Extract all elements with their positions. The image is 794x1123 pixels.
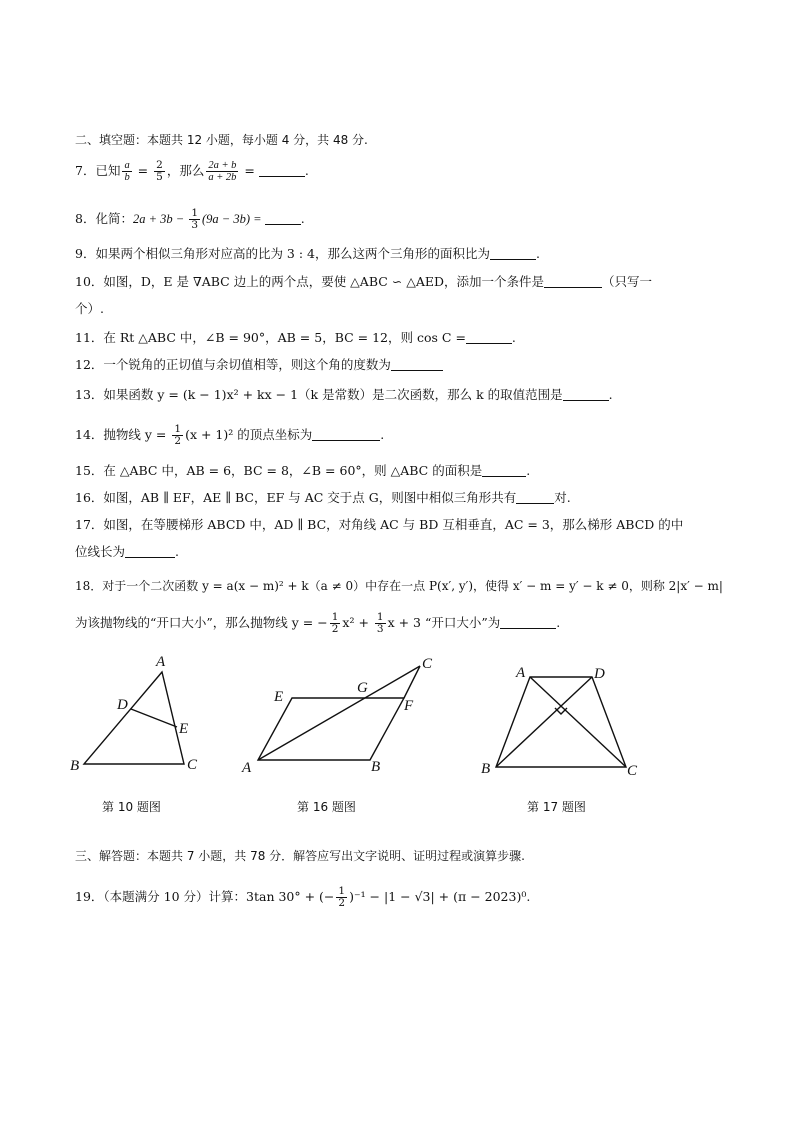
q17-end: . — [175, 544, 179, 559]
q14-expr: (x + 1)² 的顶点坐标为 — [185, 427, 313, 442]
question-11 — [75, 328, 516, 348]
fig10-label-a: A — [156, 654, 166, 670]
q18-answer-blank[interactable] — [500, 616, 556, 629]
q16-text: 16．如图，AB ∥ EF，AE ∥ BC，EF 与 AC 交于点 G，则图中相似三角形共有 — [75, 490, 517, 505]
q18-line2-a: 为该抛物线的“开口大小”，那么抛物线 y = − — [75, 615, 328, 630]
q16-answer-blank[interactable] — [516, 491, 554, 504]
q8-expr2: (9a − 3b) = — [202, 212, 265, 226]
fig16-label-b: B — [371, 759, 381, 775]
fig17-label-a: A — [516, 665, 526, 681]
figure-17-diagram — [481, 665, 638, 779]
q19-prefix: 19．（本题满分 10 分）计算： — [75, 889, 247, 904]
fig17-label-c: C — [627, 763, 638, 779]
q14-f-den: 2 — [174, 435, 182, 447]
q11-end: . — [511, 330, 516, 345]
fig17-caption: 第 17 题图 — [527, 800, 586, 814]
q18-f1-den: 2 — [331, 623, 339, 635]
fig10-triangle-abc — [84, 672, 184, 764]
q14-f-num: 1 — [174, 423, 182, 435]
fig10-label-c: C — [187, 757, 198, 773]
q17-answer-blank[interactable] — [125, 545, 175, 558]
question-10-line-2: 个）. — [75, 301, 104, 316]
section-3-header: 三、解答题：本题共 7 小题，共 78 分．解答应写出文字说明、证明过程或演算步骤. — [75, 849, 525, 863]
figure-10-diagram — [70, 654, 198, 774]
q7-answer-blank[interactable] — [259, 164, 305, 177]
fig17-right-angle-mark — [555, 708, 567, 714]
fig16-label-e: E — [274, 689, 284, 705]
q18-fraction-2 — [375, 612, 386, 635]
q8-f-num: 1 — [191, 207, 199, 219]
q9-end: . — [536, 246, 540, 261]
question-7 — [75, 160, 309, 183]
fig10-label-d: D — [117, 697, 128, 713]
fig16-parallelogram — [258, 698, 404, 760]
q7-fraction-expr — [206, 160, 238, 183]
q8-end: . — [300, 211, 305, 226]
question-19 — [75, 886, 530, 909]
q19-f-num: 1 — [338, 885, 346, 897]
question-18-line-1: 18．对于一个二次函数 y = a(x − m)² + k（a ≠ 0）中存在一点 P(x′, y′)，使得 x′ − m = y′ − k ≠ 0，则称 2|x′ − m| — [75, 579, 723, 593]
q7-mid: ，那么 — [166, 163, 205, 178]
q18-f2-num: 1 — [376, 611, 384, 623]
q7-fraction-2-5 — [154, 160, 165, 183]
q18-f2-den: 3 — [376, 623, 384, 635]
question-10-line-1 — [75, 272, 652, 292]
q10-line1-end: （只写一 — [602, 274, 653, 289]
question-12 — [75, 355, 443, 375]
q14-fraction — [172, 424, 183, 447]
q19-expr-a: 3tan 30° + (− — [246, 889, 335, 904]
fig17-label-b: B — [481, 761, 491, 777]
q16-end: 对. — [554, 490, 571, 505]
fig16-caption: 第 16 题图 — [297, 800, 356, 814]
q12-text: 12．一个锐角的正切值与余切值相等，则这个角的度数为 — [75, 357, 391, 372]
q7-f3-den: a + 2b — [208, 172, 237, 183]
q8-f-den: 3 — [191, 219, 199, 231]
fig16-label-g: G — [357, 680, 368, 696]
question-9 — [75, 244, 540, 264]
q7-fraction-a-b — [122, 160, 131, 183]
question-17-line-1: 17．如图，在等腰梯形 ABCD 中，AD ∥ BC，对角线 AC 与 BD 互相垂直，AC = 3，那么梯形 ABCD 的中 — [75, 517, 684, 532]
q18-fraction-1 — [330, 612, 341, 635]
q13-end: . — [608, 387, 613, 402]
q14-prefix: 14．抛物线 y = — [75, 427, 171, 442]
q15-answer-blank[interactable] — [482, 464, 526, 477]
fig17-trapezoid — [496, 677, 626, 767]
q10-line1: 10．如图，D，E 是 ∇ABC 边上的两个点，要使 △ABC ∽ △AED，添加一个条件是 — [75, 274, 545, 289]
q7-tail: = — [240, 163, 259, 178]
q7-f1-den: b — [124, 172, 130, 183]
fig16-label-c: C — [422, 656, 433, 672]
q8-fraction — [189, 208, 200, 231]
q14-answer-blank[interactable] — [312, 428, 380, 441]
question-17-line-2 — [75, 542, 179, 562]
q17-line2: 位线长为 — [75, 544, 126, 559]
question-18-line-2 — [75, 612, 560, 635]
q13-text: 13．如果函数 y = (k − 1)x² + kx − 1（k 是常数）是二次函数，那么 k 的取值范围是 — [75, 387, 563, 402]
q18-f1-num: 1 — [331, 611, 339, 623]
q19-f-den: 2 — [338, 897, 346, 909]
q14-end: . — [380, 427, 385, 442]
q7-f2-den: 5 — [156, 171, 163, 183]
q7-f2-num: 2 — [156, 159, 163, 171]
q9-answer-blank[interactable] — [490, 247, 536, 260]
q11-answer-blank[interactable] — [466, 331, 512, 344]
fig16-label-a: A — [242, 760, 252, 776]
question-14 — [75, 424, 384, 447]
q7-f3-num: 2a + b — [208, 160, 237, 171]
q15-end: . — [526, 463, 531, 478]
figure-16-diagram — [241, 656, 433, 776]
q18-line2-c: x + 3 “开口大小”为 — [387, 615, 501, 630]
fig17-label-d: D — [594, 666, 605, 682]
fig10-label-b: B — [70, 758, 80, 774]
q7-end: . — [304, 163, 309, 178]
q19-fraction — [336, 886, 347, 909]
q7-f1-num: a — [124, 160, 130, 171]
q8-expr1: 2a + 3b − — [132, 212, 188, 226]
figures-svg — [0, 640, 794, 790]
q19-end: . — [526, 889, 531, 904]
question-13 — [75, 385, 613, 405]
q15-text: 15．在 △ABC 中，AB = 6，BC = 8，∠B = 60°，则 △ABC 的面积是 — [75, 463, 483, 478]
q7-prefix: 7．已知 — [75, 163, 121, 178]
q18-line2-b: x² + — [342, 615, 373, 630]
q10-answer-blank[interactable] — [544, 275, 602, 288]
q19-expr-b: )⁻¹ − |1 − √3| + (π − 2023)⁰ — [349, 889, 527, 904]
fig10-segment-de — [131, 709, 177, 727]
q13-answer-blank[interactable] — [563, 388, 609, 401]
q8-answer-blank[interactable] — [265, 212, 301, 225]
q8-prefix: 8．化简： — [75, 211, 133, 226]
q12-answer-blank[interactable] — [391, 358, 443, 371]
q11-text: 11．在 Rt △ABC 中，∠B = 90°，AB = 5，BC = 12，则 cos C = — [75, 330, 466, 345]
question-8 — [75, 208, 305, 231]
q18-end: . — [556, 615, 561, 630]
section-2-header: 二、填空题：本题共 12 小题，每小题 4 分，共 48 分. — [75, 133, 368, 147]
fig10-caption: 第 10 题图 — [102, 800, 161, 814]
question-16 — [75, 488, 571, 508]
q7-eq: = — [133, 163, 153, 178]
question-15 — [75, 461, 530, 481]
q9-text: 9．如果两个相似三角形对应高的比为 3 : 4，那么这两个三角形的面积比为 — [75, 246, 490, 261]
fig16-label-f: F — [404, 698, 414, 714]
fig10-label-e: E — [179, 721, 189, 737]
